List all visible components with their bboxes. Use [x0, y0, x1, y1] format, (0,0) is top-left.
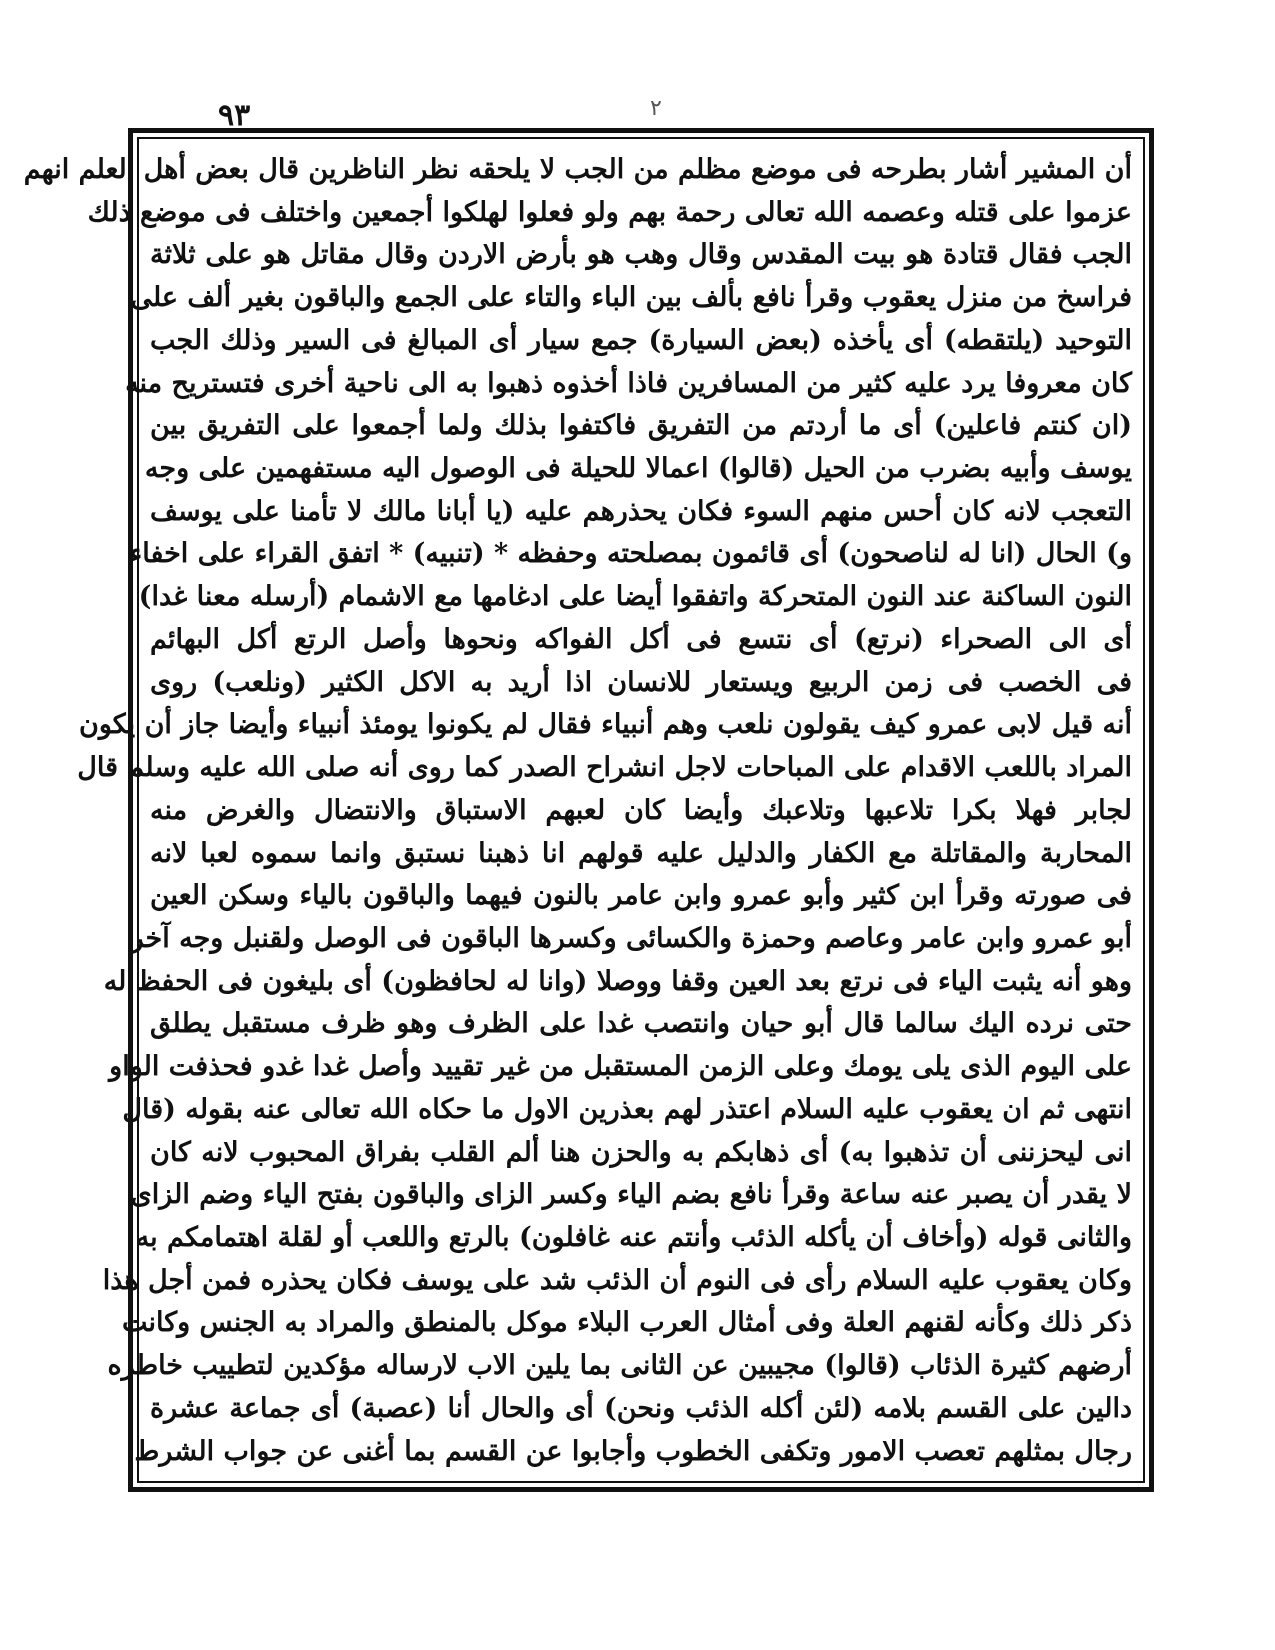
- text-line: والثانى قوله (وأخاف أن يأكله الذئب وأنتم عنه غافلون) بالرتع واللعب أو لقلة اهتمامكم به: [135, 1221, 1132, 1253]
- text-line: رجال بمثلهم تعصب الامور وتكفى الخطوب وأجابوا عن القسم بما أغنى عن جواب الشرط: [134, 1435, 1132, 1467]
- text-line: أى الى الصحراء (نرتع) أى نتسع فى أكل الفواكه ونحوها وأصل الرتع أكل البهائم: [150, 623, 1132, 655]
- text-line: ذكر ذلك وكأنه لقنهم العلة وفى أمثال العرب البلاء موكل بالمنطق والمراد به الجنس وكانت: [121, 1307, 1132, 1339]
- text-line: أنه قيل لابى عمرو كيف يقولون نلعب وهم أنبياء فقال لم يكونوا يومئذ أنبياء وأيضا جاز أن يكون: [78, 709, 1132, 741]
- text-line: على اليوم الذى يلى يومك وعلى الزمن المستقبل من غير تقييد وأصل غدا غدو فحذفت الواو: [109, 1051, 1132, 1083]
- text-line: (ان كنتم فاعلين) أى ما أردتم من التفريق فاكتفوا بذلك ولما أجمعوا على التفريق بين: [150, 410, 1132, 442]
- text-line: و) الحال (انا له لناصحون) أى قائمون بمصلحته وحفظه * (تنبيه) * اتفق القراء على اخفاء: [129, 538, 1132, 570]
- text-line: التعجب لانه كان أحس منهم السوء فكان يحذرهم عليه (يا أبانا مالك لا تأمنا على يوسف: [150, 495, 1132, 527]
- text-line: فراسخ من منزل يعقوب وقرأ نافع بألف بين الباء والتاء على الجمع والباقون بغير ألف على: [130, 282, 1132, 314]
- text-line: يوسف وأبيه بضرب من الحيل (قالوا) اعمالا للحيلة فى الوصول اليه مستفهمين على وجه: [144, 453, 1132, 485]
- page-text-body: [23, 150, 1132, 1472]
- text-line: أبو عمرو وابن عامر وعاصم وحمزة والكسائى وكسرها الباقون فى الوصل ولقنبل وجه آخر: [130, 922, 1132, 954]
- text-line: كان معروفا يرد عليه كثير من المسافرين فاذا أخذوه ذهبوا به الى ناحية أخرى فتستريح منه: [125, 367, 1132, 399]
- corner-mark: ٢: [650, 96, 662, 121]
- text-line: فى الخصب فى زمن الربيع ويستعار للانسان اذا أريد به الاكل الكثير (ونلعب) روى: [150, 666, 1132, 698]
- text-line: وكان يعقوب عليه السلام رأى فى النوم أن الذئب شد على يوسف فكان يحذره فمن أجل هذا: [102, 1264, 1132, 1296]
- page-number: ٩٣: [218, 98, 251, 133]
- text-line: لجابر فهلا بكرا تلاعبها وتلاعبك وأيضا كان لعبهم الاستباق والانتضال والغرض منه: [150, 794, 1132, 826]
- text-line: انتهى ثم ان يعقوب عليه السلام اعتذر لهم بعذرين الاول ما حكاه الله تعالى عنه بقوله (قال: [122, 1093, 1132, 1125]
- text-line: أرضهم كثيرة الذئاب (قالوا) مجيبين عن الثانى بما يلين الاب لارساله مؤكدين لتطييب خاطره: [107, 1350, 1132, 1382]
- text-line: انى ليحزننى أن تذهبوا به) أى ذهابكم به والحزن هنا ألم القلب بفراق المحبوب لانه كان: [150, 1136, 1132, 1168]
- text-line: الجب فقال قتادة هو بيت المقدس وقال وهب هو بأرض الاردن وقال مقاتل هو على ثلاثة: [150, 239, 1132, 271]
- text-line: أن المشير أشار بطرحه فى موضع مظلم من الجب لا يلحقه نظر الناظرين قال بعض أهل العلم انهم: [23, 154, 1132, 185]
- text-line: فى صورته وقرأ ابن كثير وأبو عمرو وابن عامر بالنون فيهما والباقون بالياء وسكن العين: [150, 880, 1132, 912]
- text-line: المراد باللعب الاقدام على المباحات لاجل انشراح الصدر كما روى أنه صلى الله عليه وسلم قال: [77, 752, 1132, 784]
- text-line: التوحيد (يلتقطه) أى يأخذه (بعض السيارة) جمع سيار أى المبالغ فى السير وذلك الجب: [150, 324, 1132, 356]
- text-line: عزموا على قتله وعصمه الله تعالى رحمة بهم ولو فعلوا لهلكوا أجمعين واختلف فى موضع ذلك: [87, 196, 1132, 228]
- text-line: لا يقدر أن يصبر عنه ساعة وقرأ نافع بضم الياء وكسر الزاى والباقون بفتح الياء وضم الزاى: [130, 1179, 1132, 1211]
- text-line: حتى نرده اليك سالما قال أبو حيان وانتصب غدا على الظرف وهو ظرف مستقبل يطلق: [150, 1008, 1132, 1040]
- text-line: دالين على القسم بلامه (لئن أكله الذئب ونحن) أى والحال أنا (عصبة) أى جماعة عشرة: [150, 1392, 1132, 1424]
- text-line: وهو أنه يثبت الياء فى نرتع بعد العين وقفا ووصلا (وانا له لحافظون) أى بليغون فى الحفظ له: [103, 965, 1132, 997]
- text-line: المحاربة والمقاتلة مع الكفار والدليل عليه قولهم انا ذهبنا نستبق وانما سموه لعبا لانه: [150, 837, 1132, 869]
- text-line: النون الساكنة عند النون المتحركة واتفقوا أيضا على ادغامها مع الاشمام (أرسله معنا غدا): [138, 581, 1132, 613]
